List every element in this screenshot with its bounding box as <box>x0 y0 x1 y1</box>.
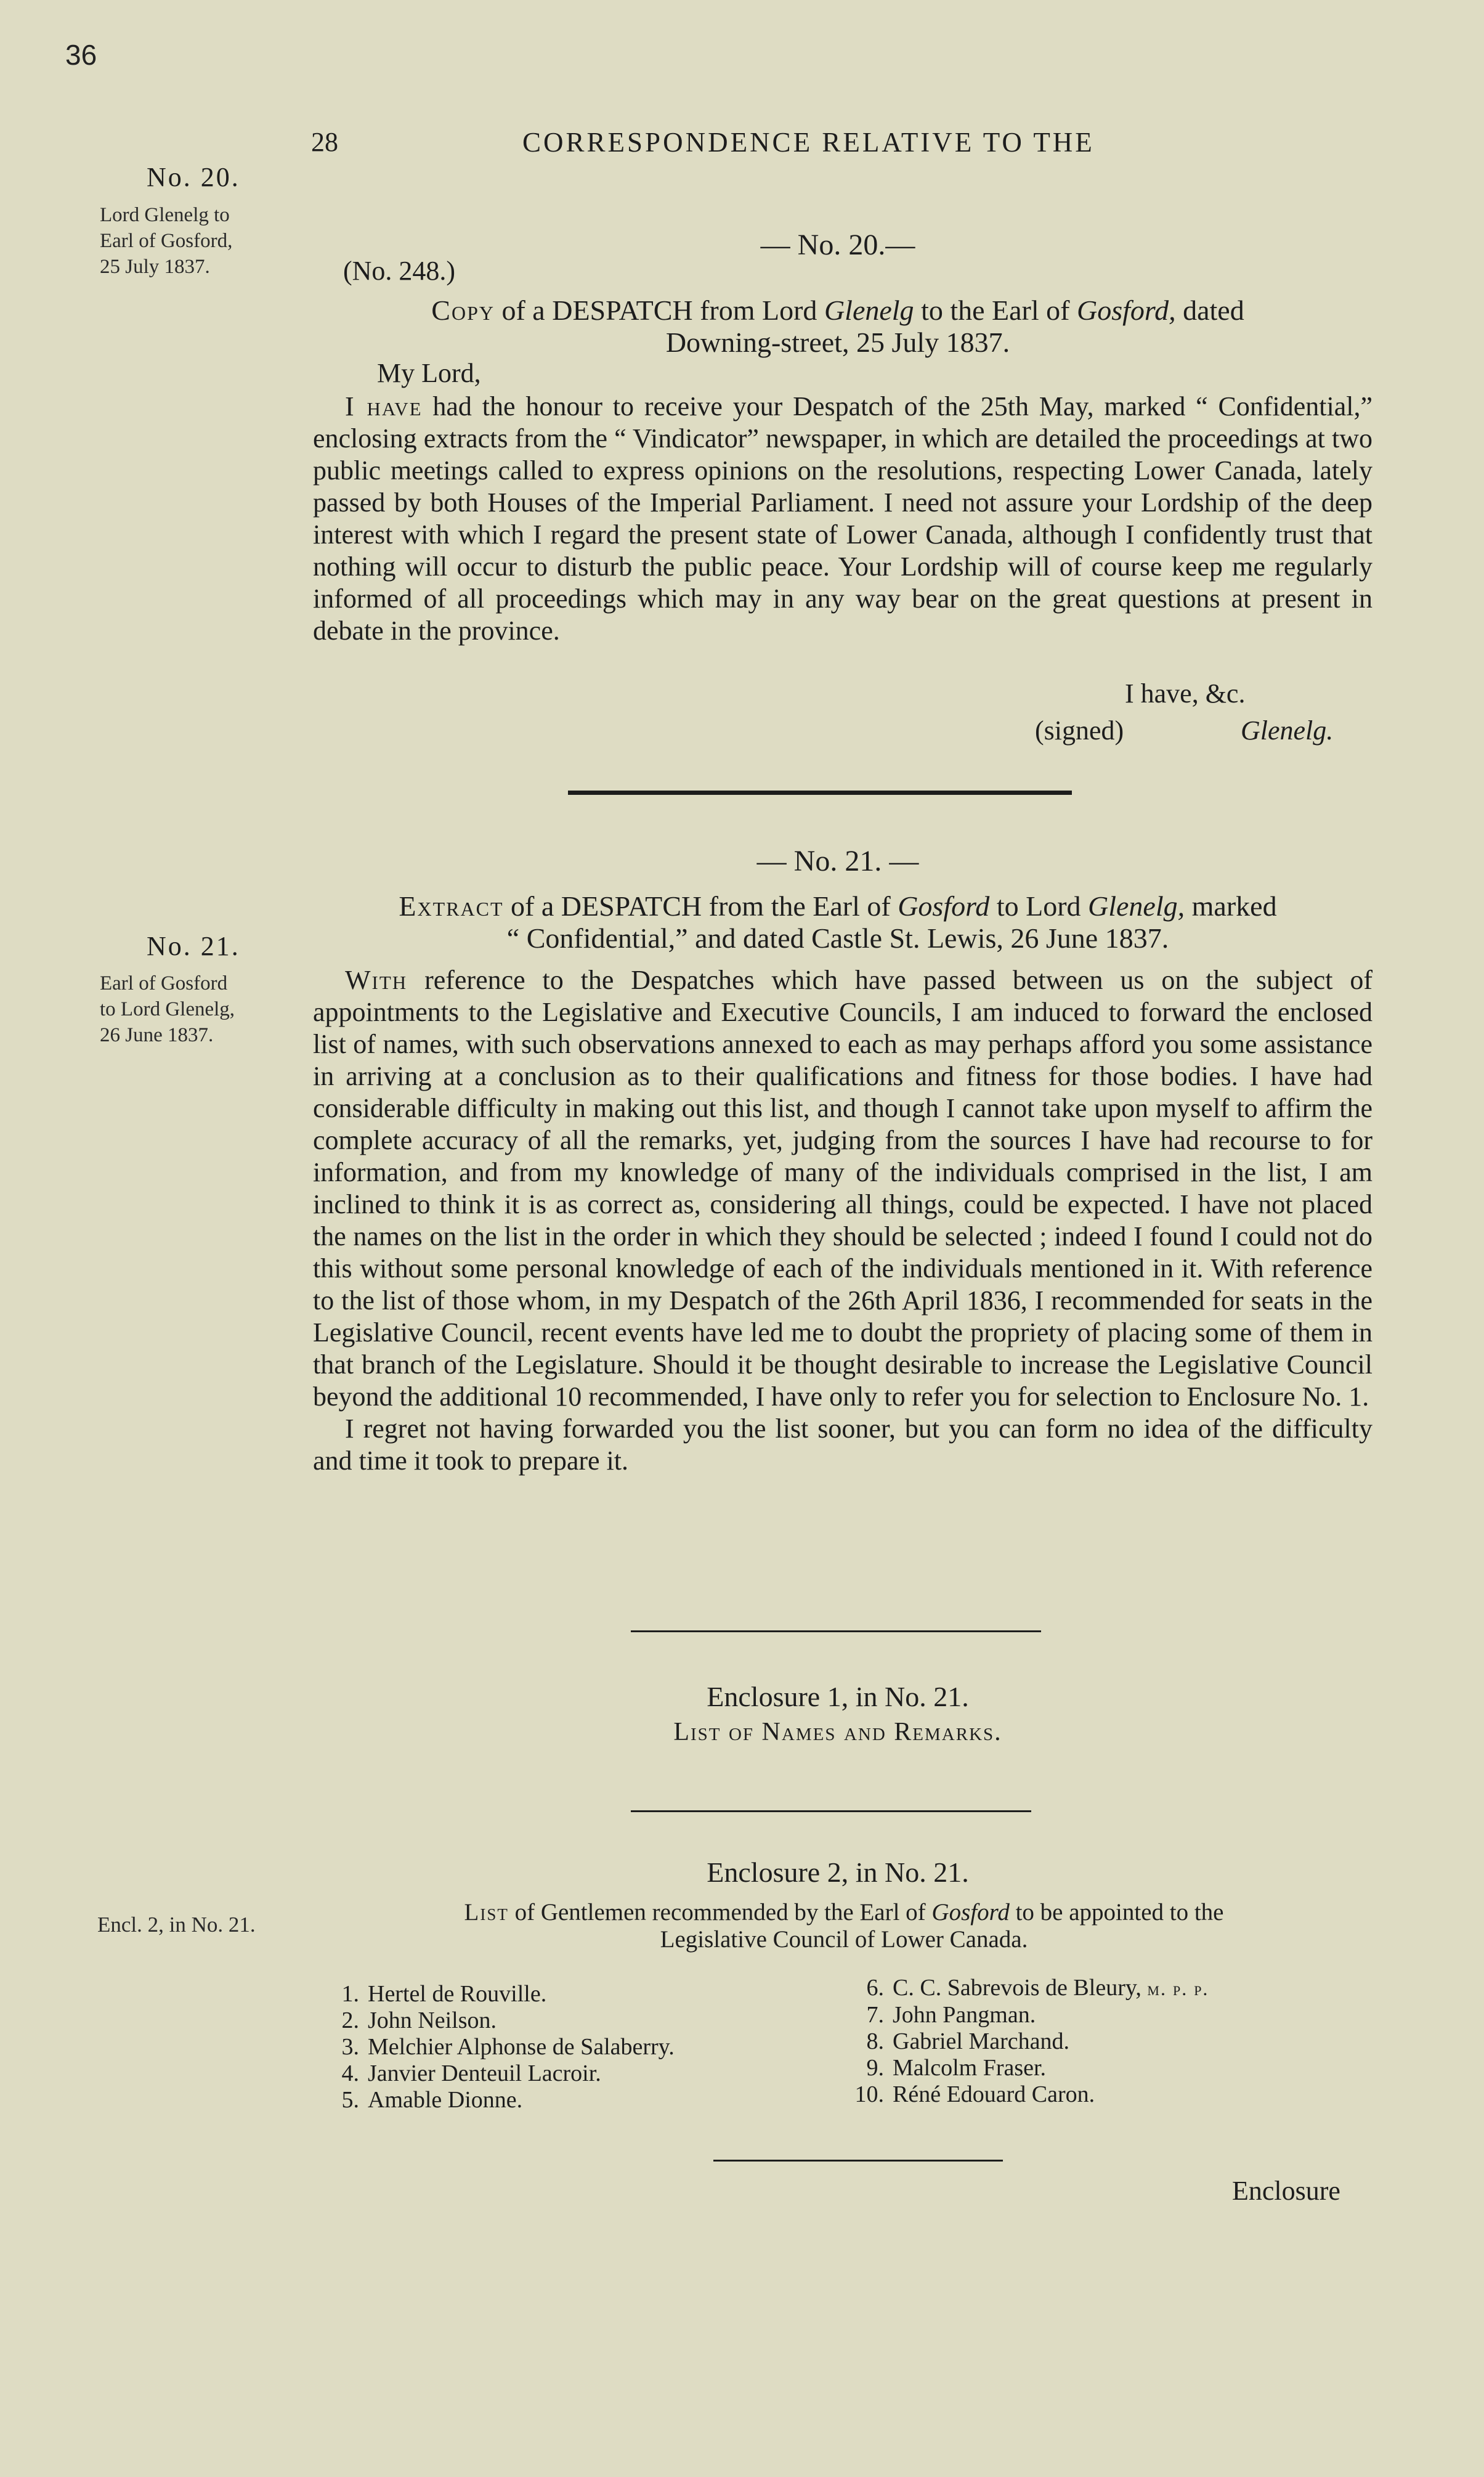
list-item: 10. Réné Edouard Caron. <box>854 2081 1095 2107</box>
margin-encl2: Encl. 2, in No. 21. <box>97 1913 256 1937</box>
no21-body-text: reference to the Despatches which have passed between us on the subject of appointments to the Legislative and Executive Councils, I am induced to forward the enclosed list of names, with such observations annexed to each as may perhaps afford you some assistance in arriving at a conclusion as to their qualifications and fitness for those bodies. I have had considerable difficulty in making out this list, and though I cannot take upon myself to affirm the complete accuracy of all the remarks, yet, judging from the sources I have had recourse to for information, and from my knowledge of many of the individuals comprised in the list, I am inclined to think it is as correct as, considering all things, could be expected. I have not placed the names on the list in the order in which they should be selected ; indeed I found I could not do this without some personal knowledge of each of the individuals mentioned in it. With reference to the list of those whom, in my Despatch of the 26th April 1836, I recommended for seats in the Legislative Council, recent events have led me to doubt the propriety of placing some of them in that branch of the Legislature. Should it be thought desirable to increase the Legislative Council beyond the additional 10 recommended, I have only to refer you for selection to Enclosure No. 1. <box>313 965 1373 1412</box>
no21-body-opening: With <box>345 965 408 995</box>
encl1-subheading: List of Names and Remarks. <box>673 1718 1002 1746</box>
divider-rule <box>631 1810 1031 1812</box>
no21-title <box>308 890 1368 954</box>
list-item: 9. Malcolm Fraser. <box>866 2055 1047 2081</box>
list-item: 7. John Pangman. <box>866 2002 1036 2028</box>
margin-note-20 <box>100 202 232 280</box>
no21-body <box>313 964 1372 1477</box>
list-item: 6. C. C. Sabrevois de Bleury, m. p. p. <box>866 1975 1209 2001</box>
margin-no-20: No. 20. <box>147 162 240 192</box>
running-head: CORRESPONDENCE RELATIVE TO THE <box>522 127 1095 158</box>
no20-title-line2: Downing-street, 25 July 1837. <box>665 327 1010 358</box>
no20-body-text: had the honour to receive your Despatch of the 25th May, marked “ Confidential,” enclosing extracts from the “ Vindicator” newspaper, in which are detailed the proceedings at two public meetings called to express opinions on the resolutions, respecting Lower Canada, lately passed by both Houses of the Imperial Parliament. I need not assure your Lordship of the deep interest with which I regard the present state of Lower Canada, although I confidently trust that nothing will occur to disturb the public peace. Your Lordship will of course keep me regularly informed of all proceedings which may in any way bear on the great questions at present in debate in the province. <box>313 391 1372 646</box>
divider-rule <box>631 1630 1041 1632</box>
list-item: 2. John Neilson. <box>341 2007 497 2033</box>
margin-note-20-line2: Earl of Gosford, <box>100 230 233 252</box>
encl2-subheading <box>351 1899 1337 1953</box>
no21-number: — No. 21. — <box>756 845 919 877</box>
no20-salutation: My Lord, <box>377 358 481 388</box>
margin-note-20-line3: 25 July 1837. <box>100 256 210 278</box>
list-item: 1. Hertel de Rouville. <box>341 1981 547 2007</box>
no20-closing: I have, &c. <box>1125 678 1246 709</box>
no21-title-line2: “ Confidential,” and dated Castle St. Lewis, 26 June 1837. <box>506 922 1169 954</box>
margin-note-21 <box>100 970 235 1048</box>
no20-body <box>313 391 1372 647</box>
section-divider <box>568 791 1072 795</box>
margin-note-20-line1: Lord Glenelg to <box>100 204 230 226</box>
no21-body-paragraph2: I regret not having forwarded you the list sooner, but you can form no idea of the difficulty and time it took to prepare it. <box>313 1413 1372 1476</box>
encl2-subheading-line1: List of Gentlemen recommended by the Earl of Gosford to be appointed to the <box>464 1899 1224 1926</box>
original-page-number: 28 <box>311 127 338 157</box>
no21-title-line1: Extract of a DESPATCH from the Earl of Gosford to Lord Glenelg, marked <box>399 890 1277 922</box>
list-item: 5. Amable Dionne. <box>341 2087 523 2113</box>
list-item: 3. Melchier Alphonse de Salaberry. <box>341 2034 675 2060</box>
no20-title-line1: Copy of a DESPATCH from Lord Glenelg to the Earl of Gosford, dated <box>431 295 1244 326</box>
no20-number: — No. 20.— <box>760 229 915 261</box>
list-item: 4. Janvier Denteuil Lacroir. <box>341 2060 601 2086</box>
no20-signed: (signed) <box>1035 715 1124 746</box>
margin-note-21-line3: 26 June 1837. <box>100 1024 214 1046</box>
margin-no-21: No. 21. <box>147 931 240 961</box>
encl2-list-right <box>850 1975 1209 2108</box>
encl2-heading: Enclosure 2, in No. 21. <box>707 1857 969 1888</box>
encl2-subheading-line2: Legislative Council of Lower Canada. <box>660 1926 1028 1953</box>
no20-body-opening: I have <box>345 391 423 421</box>
divider-rule <box>713 2160 1003 2162</box>
no20-reference: (No. 248.) <box>343 256 456 286</box>
no20-title <box>308 295 1368 359</box>
catchword: Enclosure <box>1232 2176 1340 2206</box>
margin-note-21-line2: to Lord Glenelg, <box>100 998 235 1020</box>
margin-note-21-line1: Earl of Gosford <box>100 972 228 994</box>
page-number: 36 <box>65 39 97 71</box>
encl1-heading: Enclosure 1, in No. 21. <box>707 1681 969 1712</box>
encl2-list-left <box>325 1981 675 2113</box>
no20-signature: Glenelg. <box>1241 715 1334 746</box>
list-item: 8. Gabriel Marchand. <box>866 2028 1069 2054</box>
